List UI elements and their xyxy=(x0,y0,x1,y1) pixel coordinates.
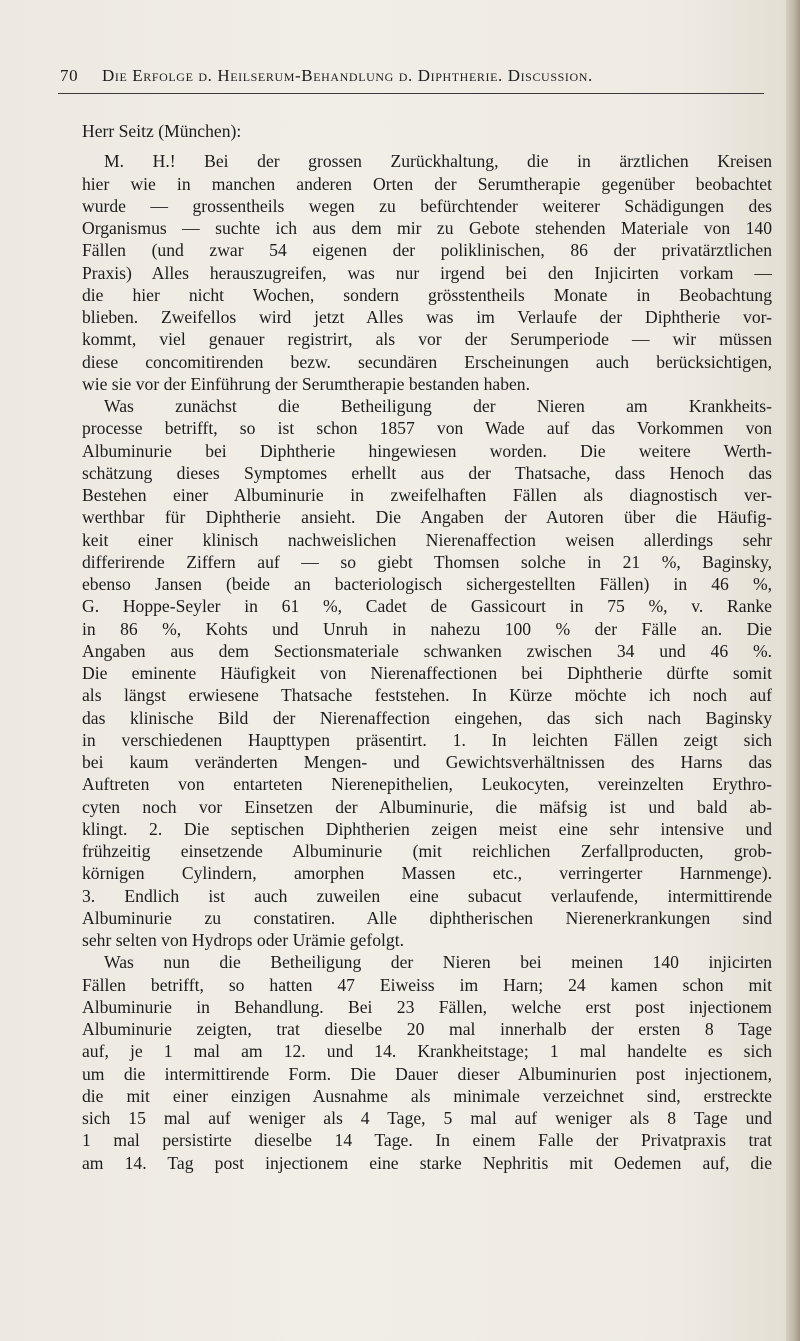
text-line: 1 mal persistirte dieselbe 14 Tage. In einem Falle der Privatpraxis trat xyxy=(82,1130,772,1151)
text-line: Auftreten von entarteten Nierenepithelien, Leukocyten, vereinzelten Erythro- xyxy=(82,774,772,795)
text-line: diese concomitirenden bezw. secundären Erscheinungen auch berücksichtigen, xyxy=(82,351,772,372)
text-line: Albuminurie zeigten, trat dieselbe 20 mal innerhalb der ersten 8 Tage xyxy=(82,1019,772,1039)
text-line: 3. Endlich ist auch zuweilen eine subacut verlaufende, intermittirende xyxy=(82,885,772,906)
running-head xyxy=(60,66,760,92)
text-line: Angaben aus dem Sectionsmateriale schwanken zwischen 34 und 46 %. xyxy=(82,640,772,661)
text-line: in 86 %, Kohts und Unruh in nahezu 100 % der Fälle an. Die xyxy=(82,618,772,639)
text-line: frühzeitig einsetzende Albuminurie (mit reichlichen Zerfallproducten, grob- xyxy=(82,841,772,861)
text-line: die hier nicht Wochen, sondern grösstentheils Monate in Beobachtung xyxy=(82,284,772,305)
text-line: Bestehen einer Albuminurie in zweifelhaften Fällen als diagnostisch ver- xyxy=(82,485,772,505)
text-line: sehr selten von Hydrops oder Urämie gefolgt. xyxy=(82,930,404,950)
text-line: ebenso Jansen (beide an bacteriologisch sichergestellten Fällen) in 46 %, xyxy=(82,574,772,594)
text-line: um die intermittirende Form. Die Dauer dieser Albuminurien post injectionem, xyxy=(82,1063,772,1084)
text-line: Fällen (und zwar 54 eigenen der poliklinischen, 86 der privatärztlichen xyxy=(82,240,772,261)
header-rule xyxy=(58,93,764,94)
text-line: hier wie in manchen anderen Orten der Serumtherapie gegenüber beobachtet xyxy=(82,173,772,194)
text-line: das klinische Bild der Nierenaffection eingehen, das sich nach Baginsky xyxy=(82,707,772,728)
text-line: Was zunächst die Betheiligung der Nieren am Krankheits- xyxy=(104,396,772,416)
text-line: werthbar für Diphtherie ansieht. Die Angaben der Autoren über die Häufig- xyxy=(82,507,772,528)
text-line: am 14. Tag post injectionem eine starke Nephritis mit Oedemen auf, die xyxy=(82,1152,772,1173)
text-line: keit einer klinisch nachweislichen Nierenaffection weisen allerdings sehr xyxy=(82,529,772,550)
text-line: M. H.! Bei der grossen Zurückhaltung, die in ärztlichen Kreisen xyxy=(104,151,772,172)
text-line: auf, je 1 mal am 12. und 14. Krankheitstage; 1 mal handelte es sich xyxy=(82,1041,772,1062)
text-line: sich 15 mal auf weniger als 4 Tage, 5 mal auf weniger als 8 Tage und xyxy=(82,1108,772,1128)
book-spine-shadow xyxy=(786,0,800,1341)
text-line: blieben. Zweifellos wird jetzt Alles was im Verlaufe der Diphtherie vor- xyxy=(82,307,772,327)
text-line: wurde — grossentheils wegen zu befürchtender weiterer Schädigungen des xyxy=(82,195,772,216)
text-line: Albuminurie in Behandlung. Bei 23 Fällen, welche erst post injectionem xyxy=(82,996,772,1017)
text-line: Albuminurie bei Diphtherie hingewiesen worden. Die weitere Werth- xyxy=(82,440,772,461)
speaker-heading: Herr Seitz (München): xyxy=(82,121,242,141)
body-text xyxy=(82,120,772,1174)
text-line: die mit einer einzigen Ausnahme als minimale verzeichnet sind, erstreckte xyxy=(82,1085,772,1106)
text-line: Albuminurie zu constatiren. Alle diphtherischen Nierenerkrankungen sind xyxy=(82,907,772,928)
text-line: Die eminente Häufigkeit von Nierenaffectionen bei Diphtherie dürfte somit xyxy=(82,663,772,683)
text-line: körnigen Cylindern, amorphen Massen etc., verringerter Harnmenge). xyxy=(82,863,772,884)
text-line: bei kaum veränderten Mengen- und Gewichtsverhältnissen des Harns das xyxy=(82,752,772,772)
text-line: wie sie vor der Einführung der Serumtherapie bestanden haben. xyxy=(82,373,530,394)
text-line: schätzung dieses Symptomes erhellt aus der Thatsache, dass Henoch das xyxy=(82,462,772,483)
text-line: kommt, viel genauer registrirt, als vor der Serumperiode — wir müssen xyxy=(82,329,772,350)
text-line: klingt. 2. Die septischen Diphtherien zeigen meist eine sehr intensive und xyxy=(82,818,772,839)
text-line: G. Hoppe-Seyler in 61 %, Cadet de Gassicourt in 75 %, v. Ranke xyxy=(82,596,772,617)
page-number: 70 xyxy=(60,66,79,85)
text-line: Was nun die Betheiligung der Nieren bei meinen 140 injicirten xyxy=(104,952,772,973)
text-line: Fällen betrifft, so hatten 47 Eiweiss im Harn; 24 kamen schon mit xyxy=(82,974,772,995)
text-line: cyten noch vor Einsetzen der Albuminurie, die mäfsig ist und bald ab- xyxy=(82,796,772,817)
text-line: als längst erwiesene Thatsache feststehen. In Kürze möchte ich noch auf xyxy=(82,685,772,706)
text-line: differirende Ziffern auf — so giebt Thomsen solche in 21 %, Baginsky, xyxy=(82,551,772,572)
text-line: Organismus — suchte ich aus dem mir zu Gebote stehenden Materiale von 140 xyxy=(82,218,772,238)
text-line: in verschiedenen Haupttypen präsentirt. 1. In leichten Fällen zeigt sich xyxy=(82,729,772,750)
running-head-title: Die Erfolge d. Heilserum-Behandlung d. Diphtherie. Discussion. xyxy=(102,66,593,85)
text-line: Praxis) Alles herauszugreifen, was nur irgend bei den Injicirten vorkam — xyxy=(82,262,772,283)
text-line: processe betrifft, so ist schon 1857 von Wade auf das Vorkommen von xyxy=(82,418,772,439)
